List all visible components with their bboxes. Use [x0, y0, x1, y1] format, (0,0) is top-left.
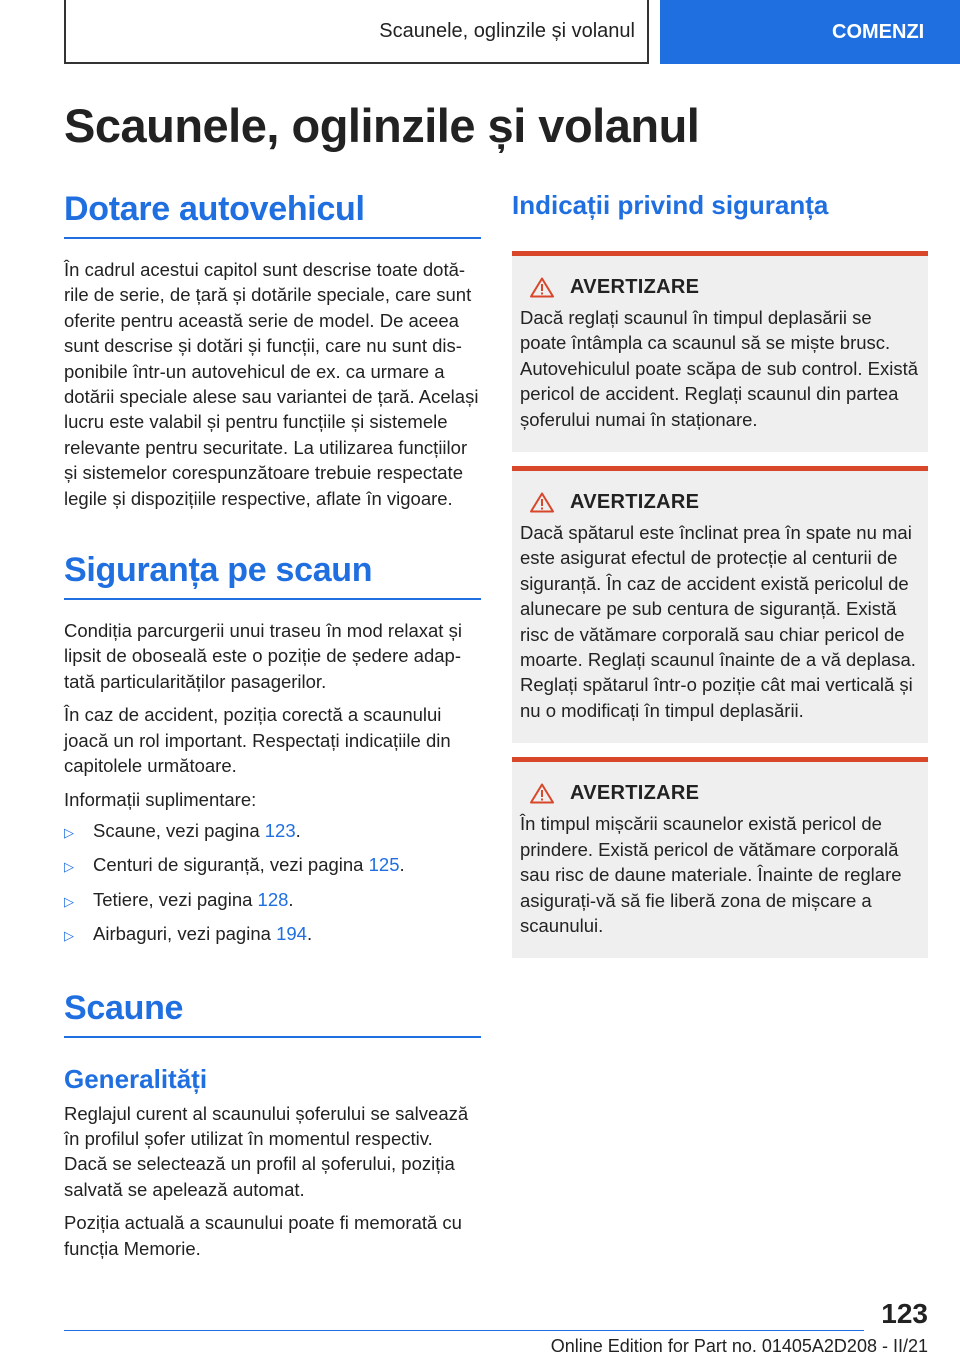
- warning-text: Dacă reglați scaunul în timpul deplasării se poate întâmpla ca scaunul să se miște brusc. Autovehiculul poate scăpa de sub control. Există pericol de accident. Reglați scaunul din partea șoferului numai în staționare.: [520, 307, 918, 430]
- heading-scaune: Scaune: [64, 989, 481, 1038]
- warning-box: [512, 757, 928, 958]
- chapter-tab: [64, 0, 649, 64]
- page-link[interactable]: 125: [368, 854, 400, 876]
- list-item: [64, 852, 481, 879]
- scaune-p1: Reglajul curent al scaunului șoferului se salvează în profilul șofer utilizat în momentul respectiv. Dacă se selectează un profil al șoferului, poziția salvată se apelează automat.: [64, 1102, 469, 1200]
- info-list: [64, 818, 481, 949]
- footer-edition: Online Edition for Part no. 01405A2D208 - II/21: [550, 1336, 928, 1356]
- list-item-text: Tetiere, vezi pagina: [93, 888, 258, 910]
- list-item-text: Centuri de siguranță, vezi pagina: [93, 854, 369, 876]
- warning-title: AVERTIZARE: [570, 491, 700, 514]
- siguranta-p2: În caz de accident, poziția corectă a scaunului joacă un rol important. Respectați indicațiile din capitolele următoare.: [64, 704, 451, 777]
- list-item: [64, 921, 481, 948]
- warning-header: [520, 782, 920, 805]
- page-number: 123: [881, 1298, 928, 1329]
- warning-title: AVERTIZARE: [570, 276, 700, 298]
- warning-title: AVERTIZARE: [570, 782, 700, 805]
- warning-text: Dacă spătarul este înclinat prea în spate nu mai este asigurat efectul de protecție al centurii de siguranță. În caz de accident există pericolul de alunecare pe sub centura de siguranță. Există risc de vătămare corporală sau chiar pericol de moarte. Reglați scaunul înainte de a vă deplasa. Reglați spătarul într-o poziție cât mai verticală și nu o modificați în timpul deplasării.: [520, 522, 916, 721]
- dotare-text: În cadrul acestui capitol sunt descrise toate dotările de serie, de țară și dotările speciale, care sunt oferite pentru această serie de model. De aceea sunt descrise și dotări și funcții, care nu sunt disponibile într-un autovehicul de ex. ca urmare a dotării speciale alese sau variantei de țară. Același lucru este valabil și pentru funcțiile și sistemele relevante pentru securitate. La utilizarea funcțiilor și sistemelor corespunzătoare trebuie respectate legile și dispozițiile respective, aflate în vigoare.: [64, 259, 479, 509]
- warning-triangle-icon: [530, 277, 554, 298]
- triangle-arrow-icon: ▷: [64, 893, 74, 909]
- triangle-arrow-icon: ▷: [64, 928, 74, 944]
- list-item-end: .: [399, 854, 405, 876]
- triangle-arrow-icon: ▷: [64, 859, 74, 875]
- warning-text: În timpul mișcării scaunelor există pericol de prindere. Există pericol de vătămare corporală sau risc de daune materiale. Înainte de reglare asigurați-vă să fie liberă zona de mișcare a scaunului.: [520, 813, 902, 936]
- warning-triangle-icon: [530, 783, 554, 804]
- list-item-text: Scaune, vezi pagina: [93, 819, 265, 841]
- chapter-tab-label: Scaunele, oglinzile și volanul: [379, 19, 635, 42]
- warning-box: [512, 251, 928, 452]
- list-item-end: .: [295, 819, 301, 841]
- list-item: [64, 887, 481, 914]
- heading-siguranta: Siguranța pe scaun: [64, 551, 481, 600]
- warning-box: [512, 466, 928, 743]
- section-tab-label: COMENZI: [832, 20, 925, 43]
- list-item: [64, 818, 481, 845]
- footer-divider: [64, 1330, 864, 1331]
- warning-header: [520, 491, 920, 514]
- list-item-end: .: [288, 888, 294, 910]
- page-link[interactable]: 194: [276, 923, 307, 945]
- triangle-arrow-icon: ▷: [64, 824, 74, 840]
- siguranta-p3: Informații suplimentare:: [64, 788, 257, 810]
- scaune-p2: Poziția actuală a scaunului poate fi memorată cu funcția Memorie.: [64, 1212, 462, 1259]
- section-tab[interactable]: [660, 0, 960, 64]
- heading-indicatii: Indicații privind siguranța: [512, 190, 829, 220]
- left-column: [64, 190, 481, 1261]
- right-column: [512, 190, 928, 972]
- page-link[interactable]: 123: [264, 819, 296, 841]
- page-link[interactable]: 128: [257, 888, 289, 910]
- warning-triangle-icon: [530, 492, 554, 513]
- page-title: Scaunele, oglinzile și volanul: [64, 99, 700, 152]
- warning-header: [520, 276, 920, 299]
- heading-dotare: Dotare autovehicul: [64, 190, 481, 239]
- siguranta-p1: Condiția parcurgerii unui traseu în mod relaxat și lipsit de oboseală este o poziție de ședere adaptată particularităților pasagerilor.: [64, 620, 462, 692]
- list-item-text: Airbaguri, vezi pagina: [93, 923, 277, 945]
- list-item-end: .: [306, 923, 313, 945]
- heading-generalitati: Generalități: [64, 1063, 208, 1094]
